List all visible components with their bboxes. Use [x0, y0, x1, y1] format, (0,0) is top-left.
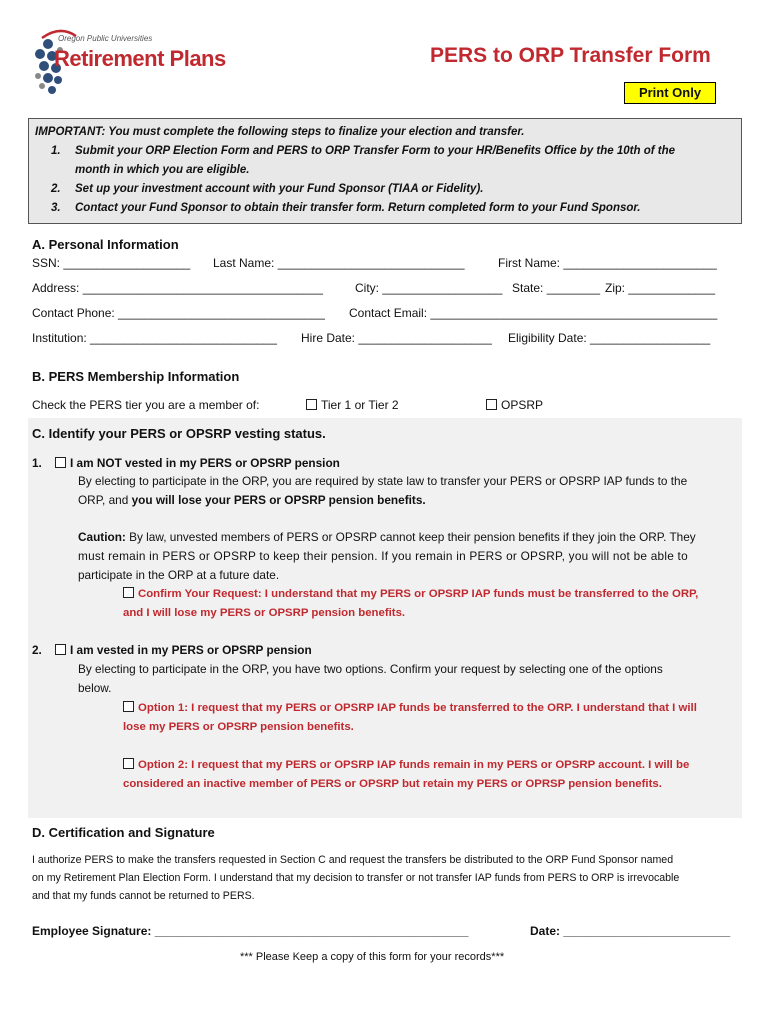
step-text-cont: month in which you are eligible. [75, 164, 250, 176]
step-text: Contact your Fund Sponsor to obtain their transfer form. Return completed form to your Fund Sponsor. [75, 202, 641, 214]
section-b-heading: B. PERS Membership Information [32, 369, 240, 384]
option2-a: Option 2: I request that my PERS or OPSRP IAP funds remain in my PERS or OPSRP account. I will be [138, 759, 690, 771]
item1-p1a: By electing to participate in the ORP, you are required by state law to transfer your PERS or OPSRP IAP funds to the [78, 474, 688, 488]
opsrp-label: OPSRP [501, 398, 544, 412]
checkbox-icon[interactable] [55, 457, 66, 468]
checkbox-icon[interactable] [486, 399, 497, 410]
last-name-field[interactable]: Last Name: ____________________________ [213, 256, 465, 270]
print-only-badge: Print Only [624, 82, 716, 104]
option2-choice[interactable] [123, 756, 689, 775]
item1-p1b-bold: you will lose your PERS or OPSRP pension benefits. [131, 493, 426, 507]
section-a-heading: A. Personal Information [32, 237, 179, 252]
option1-choice[interactable] [123, 699, 697, 718]
logo-tagline: Oregon Public Universities [58, 34, 153, 43]
contact-email-field[interactable]: Contact Email: ___________________________________________ [349, 306, 718, 320]
section-d-heading: D. Certification and Signature [32, 825, 215, 840]
step-number: 2. [51, 183, 61, 195]
checkbox-icon[interactable] [123, 701, 134, 712]
confirm-b: and I will lose my PERS or OPSRP pension benefits. [123, 607, 406, 619]
checkbox-icon[interactable] [306, 399, 317, 410]
cert-text-c: and that my funds cannot be returned to PERS. [32, 890, 255, 902]
item1-p1b: ORP, and [78, 493, 132, 507]
option2-b: considered an inactive member of PERS or OPSRP but retain my PERS or OPRSP pension benefits. [123, 778, 662, 790]
item1-number: 1. [32, 456, 42, 470]
item2-number: 2. [32, 643, 42, 657]
institution-field[interactable]: Institution: ____________________________ [32, 331, 277, 345]
item2-p1b: below. [78, 681, 112, 695]
logo-wordmark: Retirement Plans [54, 46, 226, 71]
checkbox-icon[interactable] [123, 587, 134, 598]
item1-option[interactable] [55, 454, 340, 473]
item1-label: I am NOT vested in my PERS or OPSRP pension [70, 456, 340, 470]
caution-a: By law, unvested members of PERS or OPSRP cannot keep their pension benefits if they join the ORP. They [125, 530, 696, 544]
item2-option[interactable] [55, 641, 312, 660]
contact-phone-field[interactable]: Contact Phone: _______________________________ [32, 306, 325, 320]
step-text: Set up your investment account with your Fund Sponsor (TIAA or Fidelity). [75, 183, 484, 195]
step-number: 3. [51, 202, 61, 214]
step-text: Submit your ORP Election Form and PERS to ORP Transfer Form to your HR/Benefits Office by the 10th of the [75, 145, 675, 157]
hire-date-field[interactable]: Hire Date: ____________________ [301, 331, 492, 345]
cert-text-a: I authorize PERS to make the transfers requested in Section C and request the transfers be distributed to the ORP Fund Sponsor named [32, 854, 674, 866]
checkbox-icon[interactable] [55, 644, 66, 655]
employee-signature-field[interactable]: Employee Signature: _______________________________________________ [32, 924, 469, 938]
step-number: 1. [51, 145, 61, 157]
eligibility-date-field[interactable]: Eligibility Date: __________________ [508, 331, 711, 345]
checkbox-icon[interactable] [123, 758, 134, 769]
important-heading: IMPORTANT: You must complete the following steps to finalize your election and transfer. [35, 126, 525, 138]
important-box [28, 118, 742, 224]
form-title: PERS to ORP Transfer Form [430, 44, 711, 67]
zip-field[interactable]: Zip: _____________ [605, 281, 716, 295]
item2-p1a: By electing to participate in the ORP, you have two options. Confirm your request by selecting one of the options [78, 662, 663, 676]
ssn-field[interactable]: SSN: ___________________ [32, 256, 191, 270]
caution-label: Caution: [78, 530, 126, 544]
caution-c: participate in the ORP at a future date. [78, 568, 280, 582]
city-field[interactable]: City: __________________ [355, 281, 503, 295]
tier1-label: Tier 1 or Tier 2 [321, 398, 399, 412]
state-field[interactable]: State: ________ [512, 281, 601, 295]
tier-prompt: Check the PERS tier you are a member of: [32, 398, 260, 412]
cert-text-b: on my Retirement Plan Election Form. I understand that my decision to transfer or not transfer IAP funds from PERS to ORP is irrevocable [32, 872, 680, 884]
section-c-heading: C. Identify your PERS or OPSRP vesting status. [32, 426, 326, 441]
confirm-a: Confirm Your Request: I understand that my PERS or OPSRP IAP funds must be transferred to the ORP, [138, 588, 699, 600]
signature-date-field[interactable]: Date: _________________________ [530, 924, 731, 938]
address-field[interactable]: Address: ____________________________________ [32, 281, 323, 295]
caution-b: must remain in PERS or OPSRP to keep their pension. If you remain in PERS or OPSRP, you will not be able to [78, 549, 688, 563]
item2-label: I am vested in my PERS or OPSRP pension [70, 643, 312, 657]
logo [30, 20, 230, 105]
item1-p1b-line [78, 491, 426, 510]
option1-a: Option 1: I request that my PERS or OPSRP IAP funds be transferred to the ORP. I understand that I will [138, 702, 697, 714]
first-name-field[interactable]: First Name: _______________________ [498, 256, 717, 270]
footer-note: *** Please Keep a copy of this form for your records*** [240, 951, 505, 963]
tier1-option[interactable] [306, 398, 399, 412]
confirm-request-option[interactable] [123, 585, 698, 604]
option1-b: lose my PERS or OPSRP pension benefits. [123, 721, 354, 733]
caution-line-a [78, 528, 696, 547]
opsrp-option[interactable] [486, 398, 543, 412]
